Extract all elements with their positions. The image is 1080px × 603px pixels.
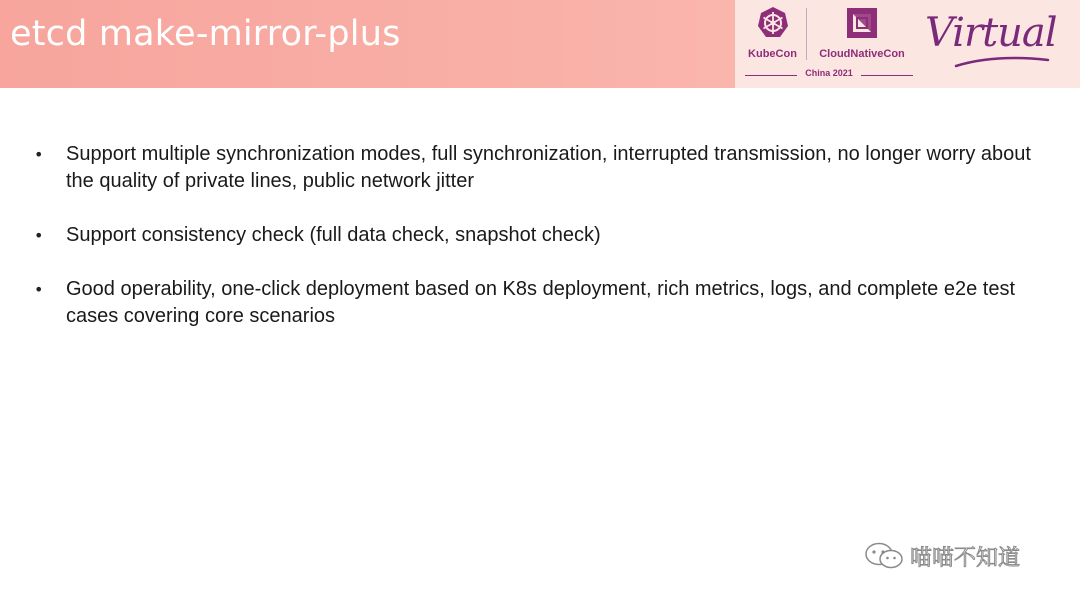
- bullet-item: [34, 276, 1034, 330]
- event-label-row: [745, 68, 913, 82]
- bullet-text: Good operability, one-click deployment based on K8s deployment, rich metrics, logs, and complete e2e test cases covering core scenarios: [66, 278, 1016, 327]
- event-label: China 2021: [805, 68, 853, 78]
- bullet-text: Support multiple synchronization modes, full synchronization, interrupted transmission, no longer worry about the quality of private lines, public network jitter: [66, 143, 1031, 192]
- cloudnativecon-logo: [812, 6, 912, 64]
- watermark: [864, 540, 1020, 572]
- slide-header: [0, 0, 1080, 88]
- cloudnativecon-label: CloudNativeCon: [819, 48, 905, 60]
- logo-divider: [806, 8, 807, 60]
- bullet-dot-icon: •: [34, 145, 44, 164]
- virtual-wordmark: Virtual: [925, 10, 1057, 56]
- virtual-underline-swoosh: [952, 52, 1052, 70]
- kubecon-label: KubeCon: [748, 48, 797, 60]
- bullet-list: [34, 141, 1034, 357]
- kubernetes-helm-icon: [756, 6, 790, 40]
- bullet-item: [34, 141, 1034, 195]
- slide-title: etcd make-mirror-plus: [10, 14, 401, 54]
- bullet-text: Support consistency check (full data check, snapshot check): [66, 224, 601, 246]
- bullet-item: [34, 222, 1034, 249]
- cncf-icon: [845, 6, 879, 40]
- bullet-dot-icon: •: [34, 226, 44, 245]
- wechat-icon: [864, 541, 904, 571]
- kubecon-logo: [745, 6, 800, 64]
- bullet-dot-icon: •: [34, 280, 44, 299]
- watermark-text: 喵喵不知道: [910, 545, 1021, 571]
